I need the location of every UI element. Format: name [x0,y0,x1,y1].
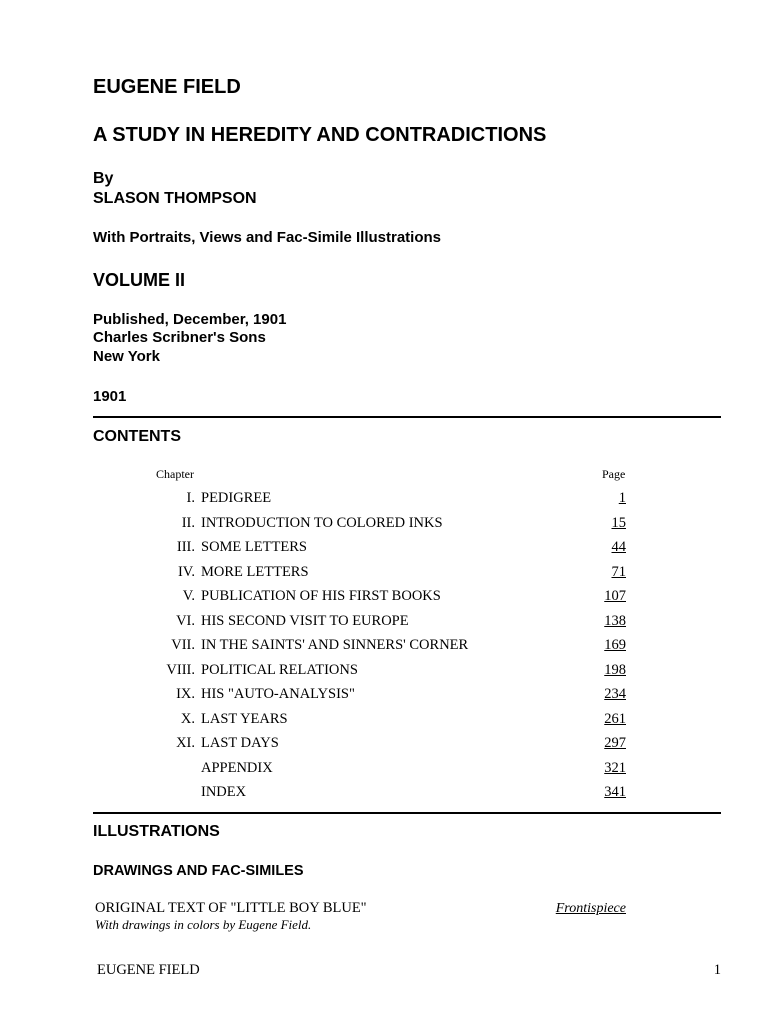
toc-row [0,564,768,588]
volume-label: VOLUME II [93,270,186,290]
chapter-number: I. [186,490,195,506]
contents-heading: CONTENTS [93,428,181,445]
divider [93,416,721,418]
illustration-page-link[interactable]: Frontispiece [555,901,626,916]
chapter-page-link[interactable]: 107 [604,588,626,604]
chapter-page-link[interactable]: 261 [604,710,626,727]
book-title: EUGENE FIELD [93,76,241,98]
chapter-title: SOME LETTERS [201,539,307,555]
chapter-title: APPENDIX [201,759,273,776]
chapter-page-link[interactable]: 1 [618,490,626,506]
chapter-title: PUBLICATION OF HIS FIRST BOOKS [201,588,441,604]
author-name: SLASON THOMPSON [93,190,257,207]
toc-row [0,515,768,539]
chapter-number: XI. [176,735,195,751]
chapter-number: II. [181,514,195,531]
toc-row [0,784,768,808]
publication-year: 1901 [93,388,127,405]
chapter-page-link[interactable]: 169 [604,637,626,653]
book-subtitle: A STUDY IN HEREDITY AND CONTRADICTIONS [93,124,547,146]
chapter-title: INDEX [201,784,247,800]
toc-row [0,490,768,514]
chapter-title: MORE LETTERS [201,563,309,580]
chapter-page-link[interactable]: 198 [604,661,626,678]
chapter-page-link[interactable]: 234 [604,686,626,702]
publisher-name: Charles Scribner's Sons [93,329,266,346]
chapter-page-link[interactable]: 44 [611,539,626,555]
chapter-number: VII. [171,637,195,653]
chapter-title: HIS "AUTO-ANALYSIS" [201,686,355,702]
footer-title: EUGENE FIELD [97,962,200,978]
illustration-title: ORIGINAL TEXT OF "LITTLE BOY BLUE" [95,900,367,916]
toc-row [0,637,768,661]
chapter-title: HIS SECOND VISIT TO EUROPE [201,612,409,629]
illustrations-heading: ILLUSTRATIONS [93,823,220,840]
chapter-number: VI. [176,612,195,629]
chapter-number: IV. [177,563,195,580]
chapter-title: LAST YEARS [201,710,288,727]
chapter-number: X. [180,710,195,727]
toc-row [0,735,768,759]
illustration-caption: With drawings in colors by Eugene Field. [95,917,312,932]
chapter-number: III. [176,539,195,555]
chapter-title: PEDIGREE [201,490,272,506]
chapter-number: V. [182,588,195,604]
drawings-heading: DRAWINGS AND FAC-SIMILES [93,863,304,879]
chapter-title: LAST DAYS [201,735,279,751]
chapter-page-link[interactable]: 71 [611,563,626,580]
footer-page-number: 1 [713,962,721,978]
publisher-city: New York [93,348,160,365]
by-line: By [93,170,114,187]
chapter-number: VIII. [166,661,195,678]
chapter-column-header: Chapter [156,467,194,481]
chapter-page-link[interactable]: 15 [611,514,626,531]
toc-row [0,760,768,784]
chapter-page-link[interactable]: 138 [604,612,626,629]
page-column-header: Page [602,467,626,481]
chapter-page-link[interactable]: 321 [604,759,626,776]
toc-row [0,539,768,563]
toc-row [0,686,768,710]
chapter-number: IX. [176,686,195,702]
toc-row [0,662,768,686]
published-date: Published, December, 1901 [93,311,287,328]
portraits-note: With Portraits, Views and Fac-Simile Illustrations [93,229,442,246]
toc-row [0,613,768,637]
chapter-title: INTRODUCTION TO COLORED INKS [201,514,443,531]
chapter-title: POLITICAL RELATIONS [201,661,358,678]
toc-row [0,588,768,612]
divider [93,812,721,814]
chapter-title: IN THE SAINTS' AND SINNERS' CORNER [201,637,469,653]
chapter-page-link[interactable]: 341 [604,784,626,800]
toc-row [0,711,768,735]
chapter-page-link[interactable]: 297 [604,735,626,751]
